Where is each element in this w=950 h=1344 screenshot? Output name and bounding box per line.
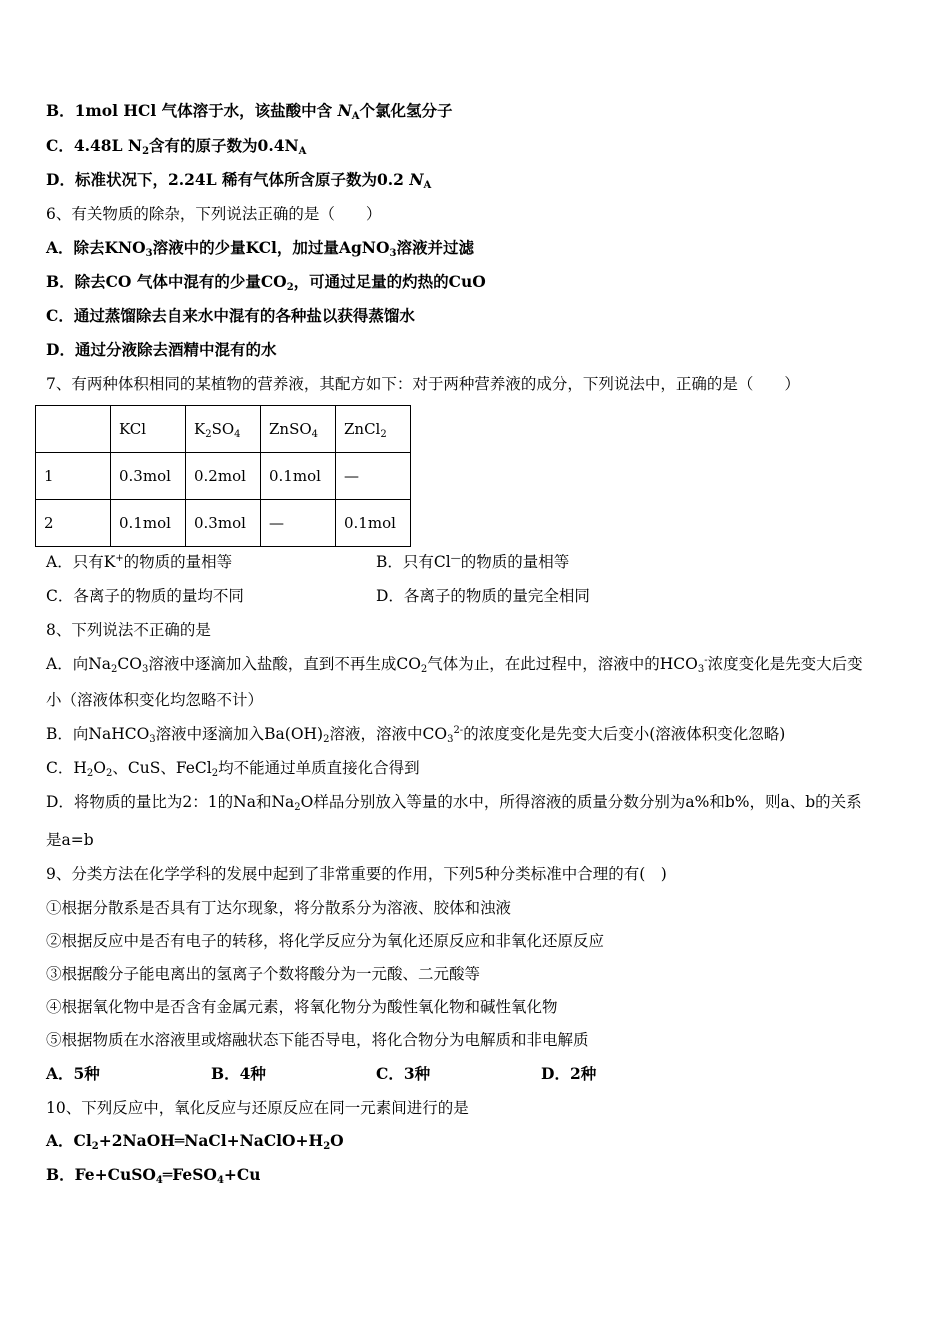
q5-option-d: D．标准状况下，2.24L 稀有气体所含原子数为0.2 $N_A$	[46, 170, 432, 191]
q8-option-a-line1: A．向$Na_2CO_3$溶液中逐滴加入盐酸，直到不再生成$CO_2$气体为止，在此过程中，溶液中的$HCO_3^-$浓度变化是先变大后变	[46, 655, 863, 675]
table-header-cell: ZnCl$_2$	[336, 406, 411, 453]
q9-stem: 9、分类方法在化学学科的发展中起到了非常重要的作用，下列5种分类标准中合理的有( )	[46, 865, 667, 883]
q9-option-a: A．5种	[46, 1064, 100, 1083]
q7-stem: 7、有两种体积相同的某植物的营养液，其配方如下：对于两种营养液的成分，下列说法中，正确的是（ ）	[46, 375, 800, 393]
table-header-row	[36, 406, 411, 453]
q6-option-a: A．除去$KNO_3$溶液中的少量KCl，加过量AgNO$_3$溶液并过滤	[46, 238, 474, 259]
q9-option-c: C．3种	[376, 1064, 431, 1083]
table-header-cell: KCl	[111, 406, 186, 453]
table-cell: 0.1mol	[336, 500, 411, 547]
q6-option-b: B．除去CO 气体中混有的少量$CO_2$，可通过足量的灼热的CuO	[46, 272, 486, 293]
q7-option-d: D．各离子的物质的量完全相同	[376, 587, 590, 605]
q10-option-a: A．$Cl_2+2NaOH═NaCl+NaClO+H_2O$	[46, 1131, 344, 1152]
q5-option-c: C．4.48L $N_2$含有的原子数为$0.4N_A$	[46, 136, 307, 157]
q7-option-c: C．各离子的物质的量均不同	[46, 587, 244, 605]
q9-item-1: ①根据分散系是否具有丁达尔现象，将分散系分为溶液、胶体和浊液	[46, 899, 512, 917]
q9-item-4: ④根据氧化物中是否含有金属元素，将氧化物分为酸性氧化物和碱性氧化物	[46, 998, 558, 1016]
q10-option-b: B．Fe+CuSO$_4$═FeSO$_4$+Cu	[46, 1165, 261, 1186]
q9-item-2: ②根据反应中是否有电子的转移，将化学反应分为氧化还原反应和非氧化还原反应	[46, 932, 605, 950]
q8-option-c: C．$H_2O_2$、CuS、FeCl$_2$均不能通过单质直接化合得到	[46, 759, 420, 779]
q7-option-b: B．只有Cl—的物质的量相等	[376, 553, 570, 571]
table-header-cell: ZnSO$_4$	[261, 406, 336, 453]
table-cell: 0.3mol	[186, 500, 261, 547]
table-header-cell: $K_2SO_4$	[186, 406, 261, 453]
table-cell: —	[261, 500, 336, 547]
table-cell: 0.2mol	[186, 453, 261, 500]
q7-option-a: A．只有K+的物质的量相等	[46, 553, 233, 571]
q10-stem: 10、下列反应中，氧化反应与还原反应在同一元素间进行的是	[46, 1099, 469, 1117]
table-cell: 1	[36, 453, 111, 500]
table-row	[36, 500, 411, 547]
table-cell: 0.3mol	[111, 453, 186, 500]
q6-option-c: C．通过蒸馏除去自来水中混有的各种盐以获得蒸馏水	[46, 306, 415, 325]
table-cell: 2	[36, 500, 111, 547]
q8-stem: 8、下列说法不正确的是	[46, 621, 211, 639]
nutrient-table	[35, 405, 411, 547]
q6-option-d: D．通过分液除去酒精中混有的水	[46, 340, 277, 359]
q8-option-d-line2: 是a=b	[46, 831, 94, 849]
q9-option-b: B．4种	[211, 1064, 266, 1083]
table-header-cell	[36, 406, 111, 453]
q5-option-b: B．1mol HCl 气体溶于水，该盐酸中含 $N_A$个氯化氢分子	[46, 101, 453, 122]
q6-stem: 6、有关物质的除杂，下列说法正确的是（ ）	[46, 205, 382, 223]
q9-option-d: D．2种	[541, 1064, 597, 1083]
q9-item-3: ③根据酸分子能电离出的氢离子个数将酸分为一元酸、二元酸等	[46, 965, 481, 983]
table-cell: 0.1mol	[261, 453, 336, 500]
q8-option-b: B．向NaHCO$_3$溶液中逐滴加入$Ba(OH)_2$溶液，溶液中$CO_3^{2-}$的浓度变化是先变大后变小(溶液体积变化忽略)	[46, 725, 786, 745]
table-row	[36, 453, 411, 500]
table-cell: —	[336, 453, 411, 500]
q8-option-d-line1: D．将物质的量比为2：1的Na和$Na_2O$样品分别放入等量的水中，所得溶液的质量分数分别为a%和b%，则a、b的关系	[46, 793, 862, 813]
table-cell: 0.1mol	[111, 500, 186, 547]
q8-option-a-line2: 小（溶液体积变化均忽略不计）	[46, 691, 264, 709]
q9-item-5: ⑤根据物质在水溶液里或熔融状态下能否导电，将化合物分为电解质和非电解质	[46, 1031, 589, 1049]
